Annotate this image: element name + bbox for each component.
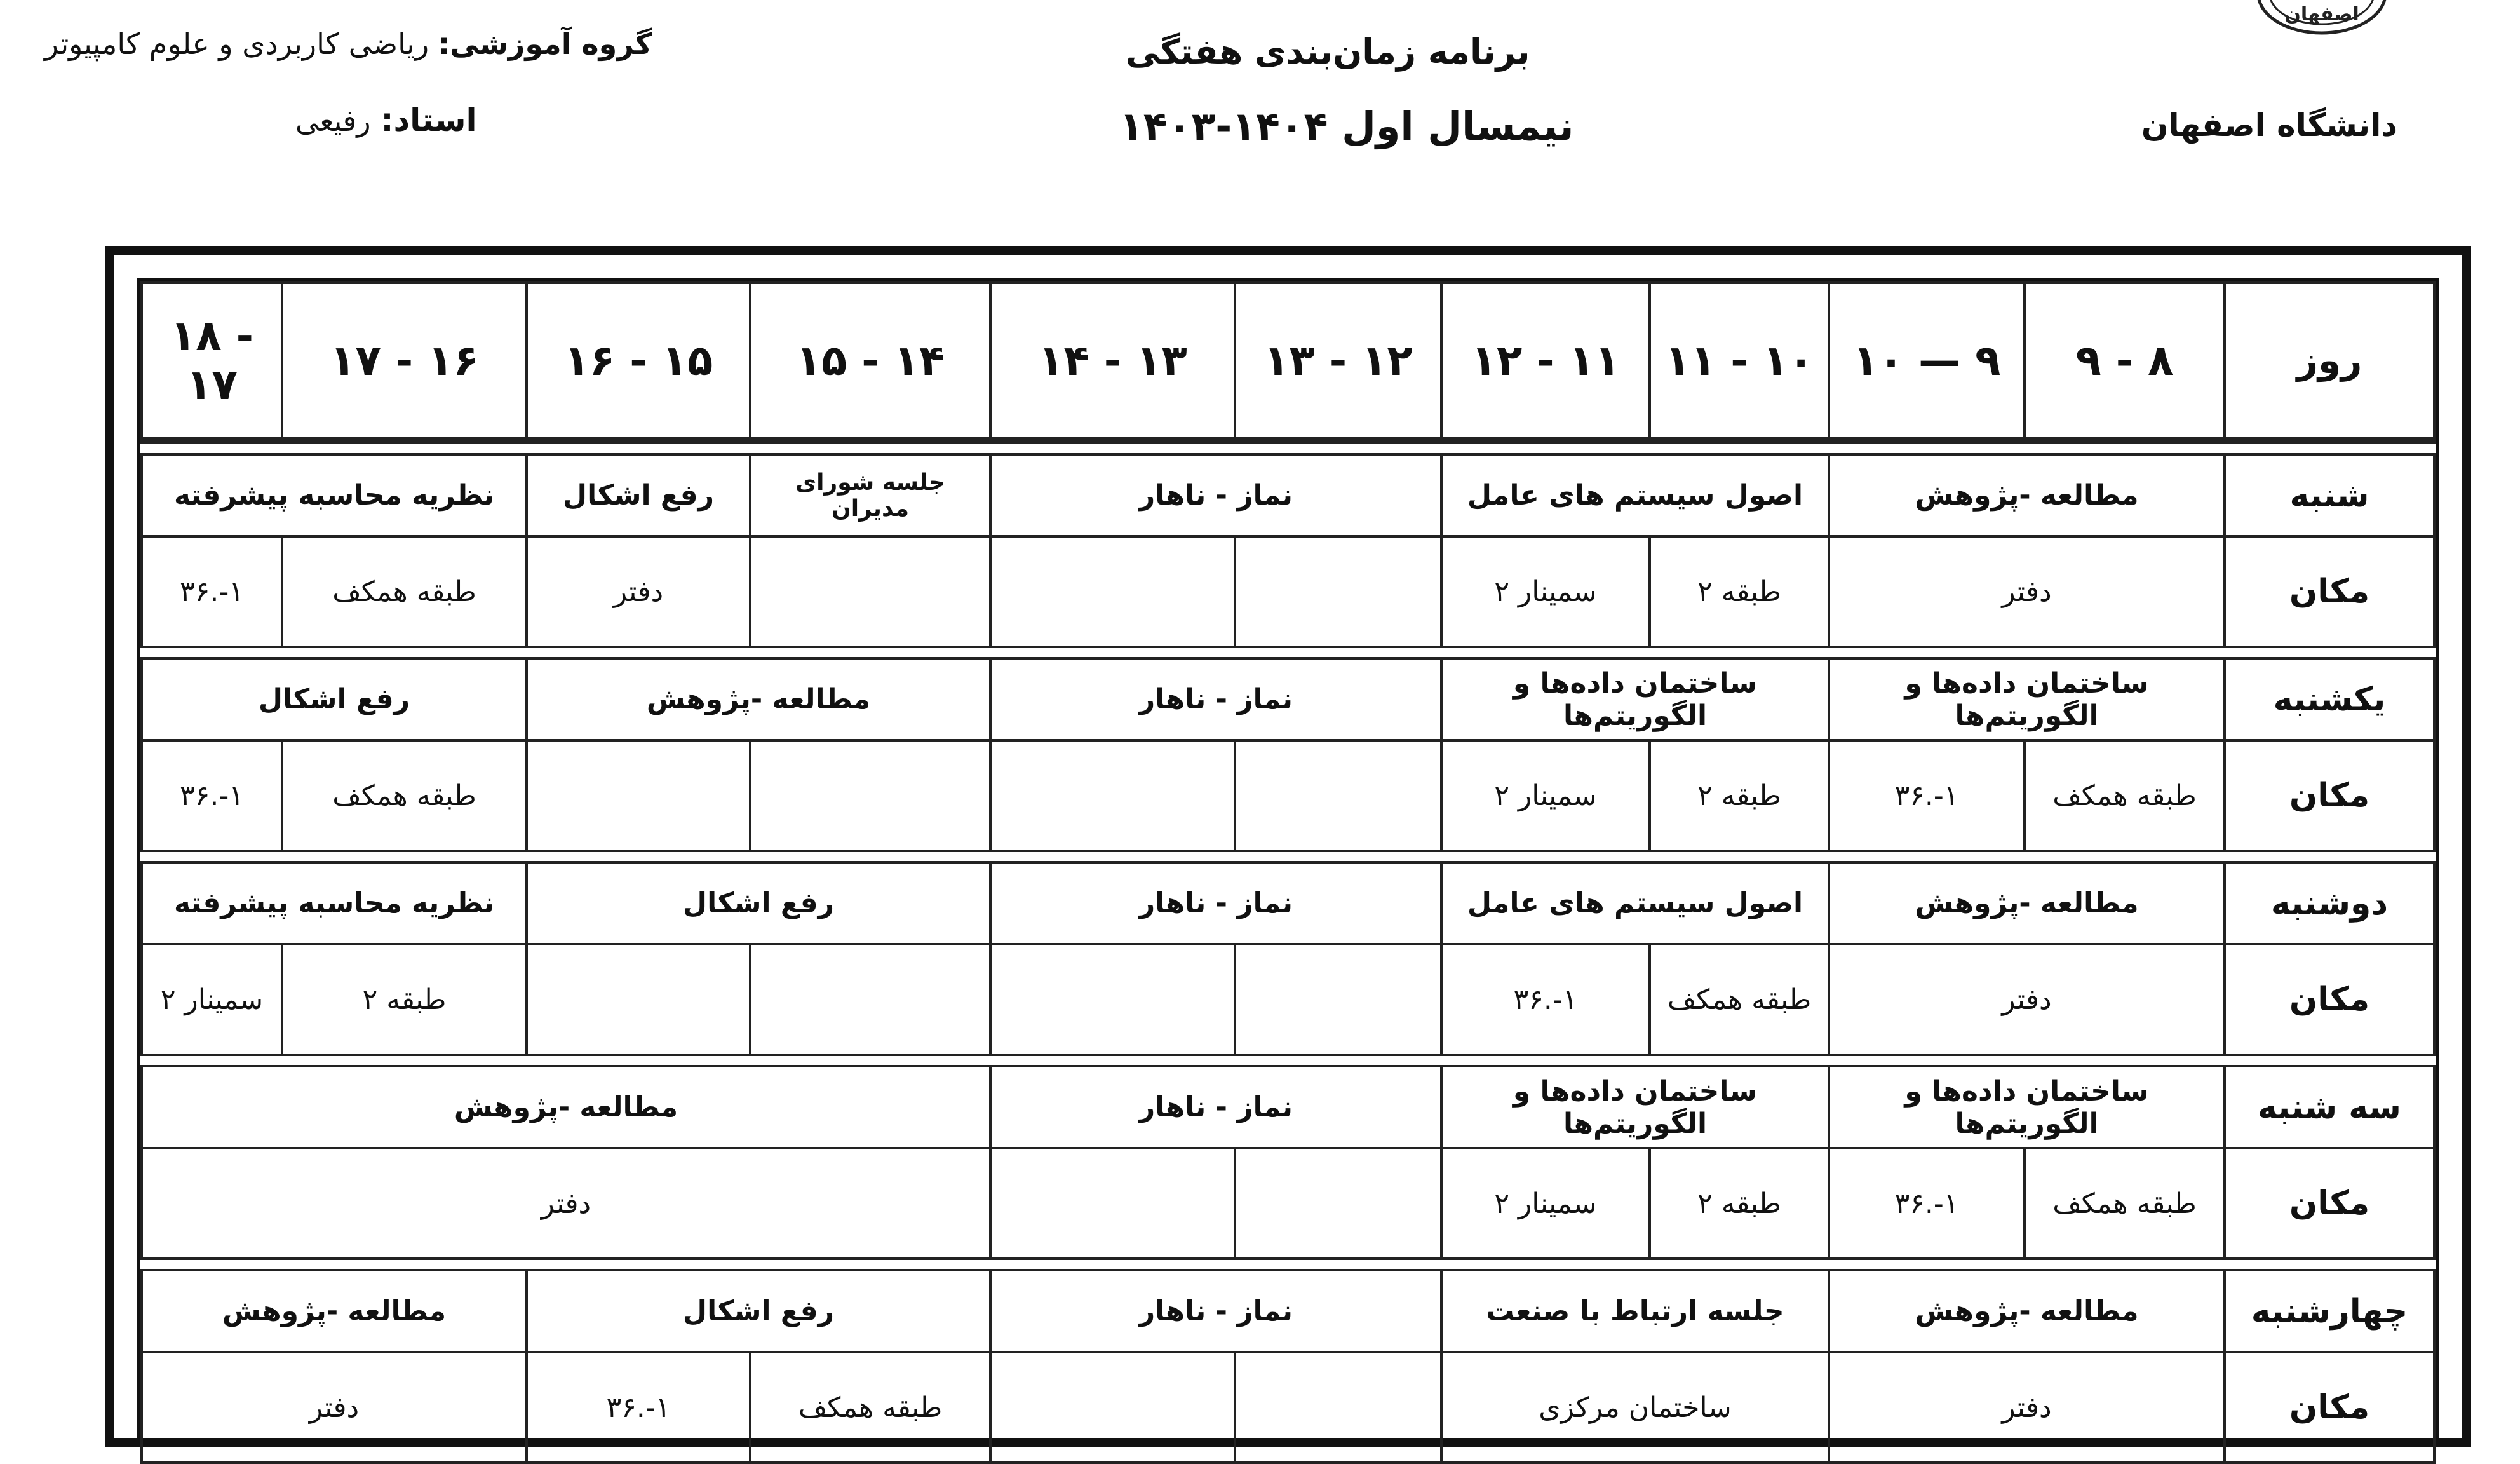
activity-cell: رفع اشکال	[142, 658, 527, 740]
location-cell: دفتر	[142, 1352, 527, 1463]
time-slot: ۱۵ - ۱۴	[750, 283, 990, 440]
tuesday-locations	[142, 1148, 2434, 1259]
location-cell: دفتر	[1829, 944, 2225, 1055]
empty-cell	[1235, 1352, 1441, 1463]
location-label: مکان	[2225, 1148, 2434, 1259]
location-cell: طبقه همکف	[750, 1352, 990, 1463]
location-cell: طبقه همکف	[1650, 944, 1829, 1055]
saturday-activities	[142, 454, 2434, 536]
instructor-value: رفیعی	[295, 104, 371, 138]
empty-cell	[990, 1352, 1235, 1463]
university-name: دانشگاه اصفهان	[2141, 107, 2397, 144]
location-cell: ۳۶.-۱	[527, 1352, 750, 1463]
time-slot: ۱۴ - ۱۳	[990, 283, 1235, 440]
empty-cell	[750, 944, 990, 1055]
time-slot: ۱۸ - ۱۷	[142, 283, 282, 440]
day-name: سه شنبه	[2225, 1066, 2434, 1148]
activity-cell: نماز - ناهار	[990, 862, 1441, 944]
location-cell: ۳۶.-۱	[1829, 740, 2025, 851]
activity-cell: مطالعه -پژوهش	[1829, 862, 2225, 944]
day-name: شنبه	[2225, 454, 2434, 536]
semester-label: نیمسال اول ۱۴۰۴-۱۴۰۳	[1119, 103, 1574, 149]
empty-cell	[527, 944, 750, 1055]
empty-cell	[1235, 536, 1441, 647]
activity-cell: مطالعه -پژوهش	[1829, 1270, 2225, 1352]
location-cell: طبقه همکف	[2025, 740, 2225, 851]
sunday-activities	[142, 658, 2434, 740]
empty-cell	[1235, 1148, 1441, 1259]
time-slot: ۱۰ — ۹	[1829, 283, 2025, 440]
location-cell: ساختمان مرکزی	[1441, 1352, 1829, 1463]
location-cell: دفتر	[527, 536, 750, 647]
day-name: چهارشنبه	[2225, 1270, 2434, 1352]
activity-cell: رفع اشکال	[527, 454, 750, 536]
activity-cell: مطالعه -پژوهش	[1829, 454, 2225, 536]
activity-cell: ساختمان داده‌ها و الگوریتم‌ها	[1441, 1066, 1829, 1148]
activity-cell: مطالعه -پژوهش	[527, 658, 990, 740]
time-slot: ۱۱ - ۱۰	[1650, 283, 1829, 440]
location-cell: ۳۶.-۱	[142, 536, 282, 647]
location-cell: سمینار ۲	[142, 944, 282, 1055]
activity-cell: جلسه شورای مدیران	[750, 454, 990, 536]
activity-cell: ساختمان داده‌ها و الگوریتم‌ها	[1829, 1066, 2225, 1148]
location-cell: طبقه همکف	[282, 740, 527, 851]
activity-cell: جلسه ارتباط با صنعت	[1441, 1270, 1829, 1352]
location-cell: دفتر	[1829, 536, 2225, 647]
wednesday-locations	[142, 1352, 2434, 1463]
department	[44, 27, 652, 61]
activity-cell: نماز - ناهار	[990, 1066, 1441, 1148]
empty-cell	[750, 740, 990, 851]
wednesday-activities	[142, 1270, 2434, 1352]
department-value: ریاضی کاربردی و علوم کامپیوتر	[44, 27, 429, 61]
location-label: مکان	[2225, 740, 2434, 851]
time-slot: ۱۷ - ۱۶	[282, 283, 527, 440]
location-cell: سمینار ۲	[1441, 536, 1650, 647]
empty-cell	[990, 740, 1235, 851]
empty-cell	[527, 740, 750, 851]
location-label: مکان	[2225, 1352, 2434, 1463]
location-cell: ۳۶.-۱	[1829, 1148, 2025, 1259]
university-logo	[2249, 0, 2395, 38]
activity-cell: رفع اشکال	[527, 1270, 990, 1352]
activity-cell: نماز - ناهار	[990, 658, 1441, 740]
activity-cell: اصول سیستم های عامل	[1441, 454, 1829, 536]
empty-cell	[1235, 740, 1441, 851]
location-cell: طبقه ۲	[1650, 536, 1829, 647]
activity-cell: مطالعه -پژوهش	[142, 1066, 990, 1148]
day-name: یکشنبه	[2225, 658, 2434, 740]
activity-cell: ساختمان داده‌ها و الگوریتم‌ها	[1829, 658, 2225, 740]
time-slot: ۱۶ - ۱۵	[527, 283, 750, 440]
time-slot: ۹ - ۸	[2025, 283, 2225, 440]
schedule-frame	[105, 246, 2471, 1447]
location-cell: ۳۶.-۱	[1441, 944, 1650, 1055]
location-cell: سمینار ۲	[1441, 1148, 1650, 1259]
empty-cell	[750, 536, 990, 647]
activity-cell: نظریه محاسبه پیشرفته	[142, 454, 527, 536]
activity-cell: رفع اشکال	[527, 862, 990, 944]
saturday-locations	[142, 536, 2434, 647]
sunday-locations	[142, 740, 2434, 851]
header-row	[142, 283, 2434, 440]
tuesday-activities	[142, 1066, 2434, 1148]
schedule-table	[140, 281, 2436, 1464]
location-cell: طبقه ۲	[1650, 740, 1829, 851]
location-cell: دفتر	[1829, 1352, 2225, 1463]
activity-cell: مطالعه -پژوهش	[142, 1270, 527, 1352]
activity-cell: نماز - ناهار	[990, 454, 1441, 536]
empty-cell	[1235, 944, 1441, 1055]
time-slot: ۱۲ - ۱۱	[1441, 283, 1650, 440]
empty-cell	[990, 1148, 1235, 1259]
time-slot: ۱۳ - ۱۲	[1235, 283, 1441, 440]
empty-cell	[990, 944, 1235, 1055]
location-cell: طبقه ۲	[1650, 1148, 1829, 1259]
activity-cell: اصول سیستم های عامل	[1441, 862, 1829, 944]
logo-text: اصفهان	[2284, 3, 2359, 25]
activity-cell: نماز - ناهار	[990, 1270, 1441, 1352]
day-header: روز	[2225, 283, 2434, 440]
empty-cell	[990, 536, 1235, 647]
activity-cell: ساختمان داده‌ها و الگوریتم‌ها	[1441, 658, 1829, 740]
day-name: دوشنبه	[2225, 862, 2434, 944]
location-cell: طبقه همکف	[282, 536, 527, 647]
activity-cell: نظریه محاسبه پیشرفته	[142, 862, 527, 944]
department-label: گروه آموزشی:	[438, 27, 652, 61]
monday-locations	[142, 944, 2434, 1055]
monday-activities	[142, 862, 2434, 944]
location-cell: طبقه ۲	[282, 944, 527, 1055]
location-cell: دفتر	[142, 1148, 990, 1259]
location-cell: سمینار ۲	[1441, 740, 1650, 851]
page-title: برنامه زمان‌بندی هفتگی	[1126, 32, 1530, 72]
location-label: مکان	[2225, 536, 2434, 647]
instructor	[295, 102, 477, 139]
instructor-label: استاد:	[381, 102, 477, 139]
location-cell: طبقه همکف	[2025, 1148, 2225, 1259]
location-label: مکان	[2225, 944, 2434, 1055]
location-cell: ۳۶.-۱	[142, 740, 282, 851]
